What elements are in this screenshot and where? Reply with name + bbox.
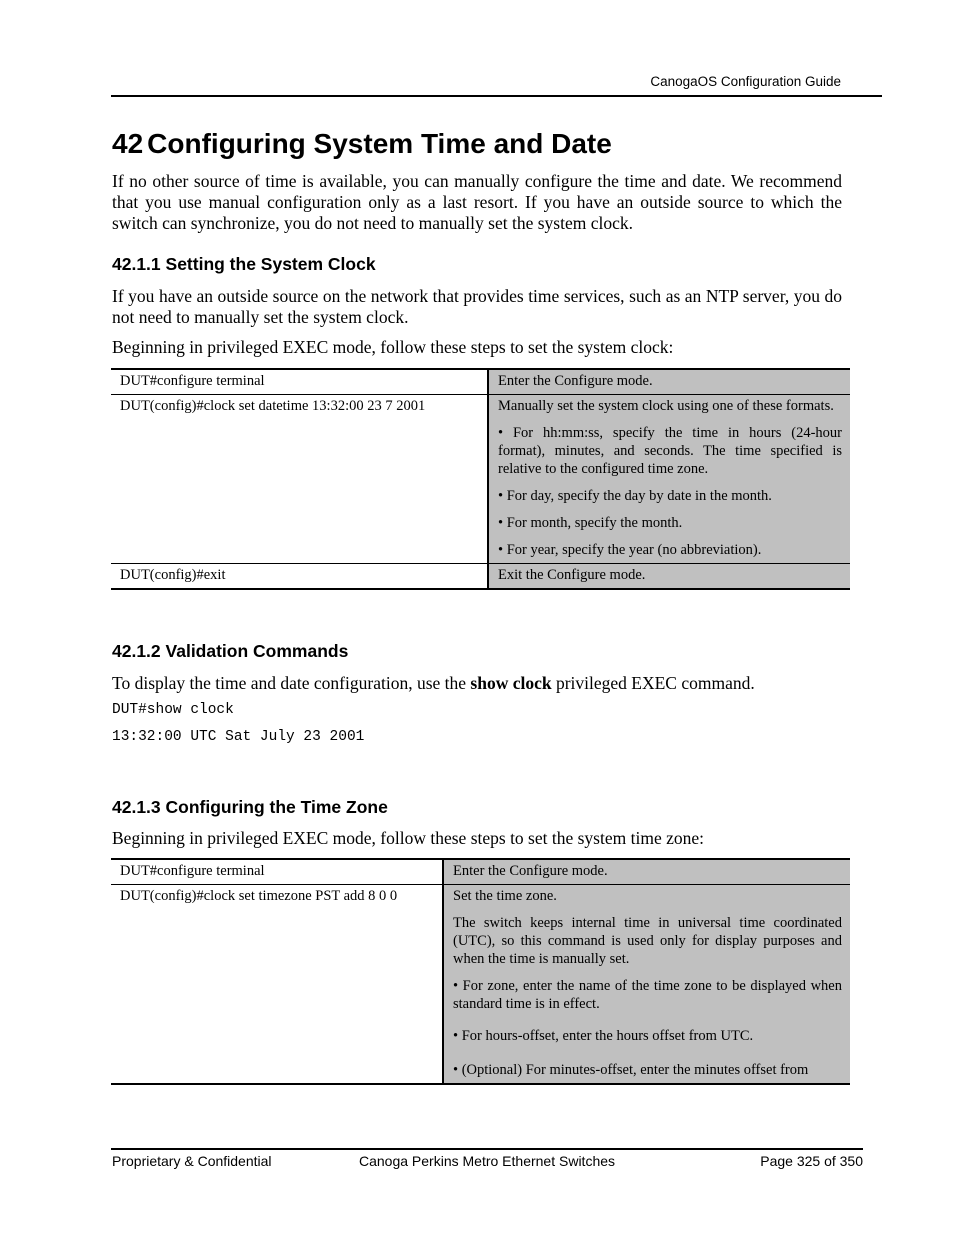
description-text: • For month, specify the month. [498, 515, 683, 531]
table-row [111, 395, 850, 564]
command-cell: DUT#configure terminal [120, 863, 265, 879]
description-text: Exit the Configure mode. [498, 567, 646, 583]
description-text: Set the time zone. [453, 888, 557, 904]
code-line: DUT#show clock [112, 702, 234, 718]
command-cell: DUT(config)#clock set timezone PST add 8 0 0 [120, 888, 398, 904]
description-text: • For day, specify the day by date in the month. [498, 488, 772, 504]
description-text: • (Optional) For minutes-offset, enter the minutes offset from [453, 1062, 809, 1078]
footer-center: Canoga Perkins Metro Ethernet Switches [359, 1153, 616, 1169]
system-clock-steps-table [111, 368, 850, 590]
description-text: • For hours-offset, enter the hours offset from UTC. [453, 1028, 754, 1044]
section1-paragraph-1: If you have an outside source on the network that provides time services, such as an NTP server, you do not need to manually set the system clock. [112, 286, 842, 327]
table-row [111, 369, 850, 395]
section-title-validation: 42.1.2 Validation Commands [112, 641, 349, 661]
running-header: CanogaOS Configuration Guide [650, 74, 841, 89]
table-row [111, 885, 850, 1085]
command-cell: DUT(config)#clock set datetime 13:32:00 23 7 2001 [120, 398, 426, 414]
time-zone-steps-table [111, 858, 850, 1085]
section1-paragraph-2: Beginning in privileged EXEC mode, follow these steps to set the system clock: [112, 337, 674, 357]
footer-left: Proprietary & Confidential [112, 1153, 272, 1169]
description-cell [488, 369, 850, 395]
table-row [111, 859, 850, 885]
description-text: • For hh:mm:ss, specify the time in hours (24-hour format), minutes, and seconds. The time specified is relative to the configured time zone. [498, 425, 842, 477]
description-cell [443, 859, 850, 885]
command-cell: DUT(config)#exit [120, 567, 226, 583]
command-name: show clock [470, 673, 552, 693]
chapter-intro: If no other source of time is available, you can manually configure the time and date. We recommend that you use manual configuration only as a last resort. If you have an outside source to which the switch can synchronize, you do not need to manually set the system clock. [112, 171, 842, 233]
footer-rule [111, 1148, 863, 1150]
command-cell: DUT#configure terminal [120, 373, 265, 389]
table-row [111, 564, 850, 590]
footer-page-number: Page 325 of 350 [760, 1153, 863, 1169]
chapter-number: 42 [112, 128, 144, 159]
section-title-time-zone: 42.1.3 Configuring the Time Zone [112, 797, 388, 817]
description-text: The switch keeps internal time in universal time coordinated (UTC), so this command is used only for display purposes and when the time is manually set. [453, 915, 842, 967]
section-title-setting-clock: 42.1.1 Setting the System Clock [112, 254, 376, 274]
section2-paragraph: To display the time and date configuration, use the show clock privileged EXEC command. [112, 673, 755, 693]
description-text: Enter the Configure mode. [498, 373, 653, 389]
description-cell [443, 885, 850, 1085]
description-cell [488, 564, 850, 590]
description-text: • For year, specify the year (no abbreviation). [498, 542, 762, 558]
chapter-title-text: Configuring System Time and Date [147, 128, 612, 159]
description-cell [488, 395, 850, 564]
chapter-title [112, 128, 612, 160]
header-rule [111, 95, 882, 97]
section3-paragraph: Beginning in privileged EXEC mode, follow these steps to set the system time zone: [112, 828, 704, 848]
description-text: • For zone, enter the name of the time zone to be displayed when standard time is in effect. [453, 978, 842, 1012]
description-text: Enter the Configure mode. [453, 863, 608, 879]
description-text: Manually set the system clock using one of these formats. [498, 398, 834, 414]
code-line: 13:32:00 UTC Sat July 23 2001 [112, 729, 365, 745]
